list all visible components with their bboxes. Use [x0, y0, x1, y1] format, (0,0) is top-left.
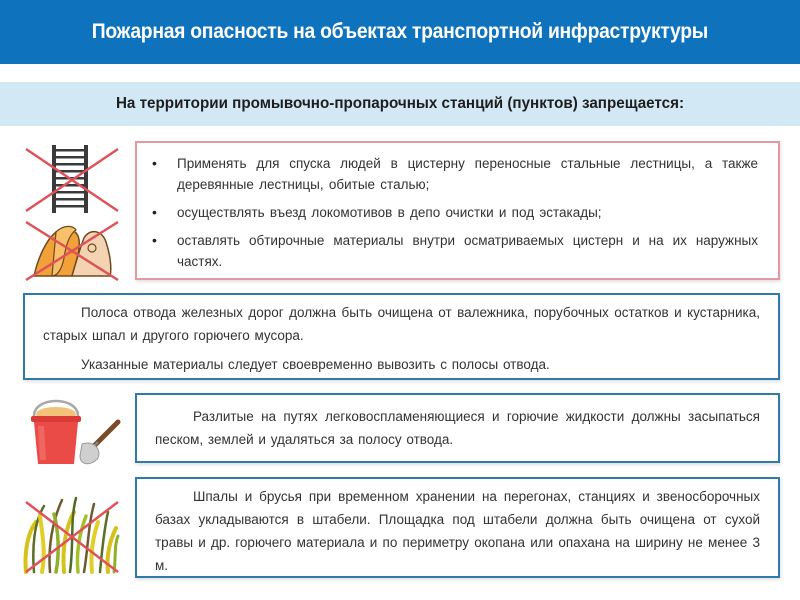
section-subheader: [0, 82, 800, 126]
crossed-dry-grass-icon: [18, 492, 124, 576]
right-of-way-box: [23, 293, 780, 380]
spill-paragraph: Разлитые на путях легковоспламеняющиеся и горючие жидкости должны засыпаться песком, землей и удаляться за полосу отвода.: [155, 409, 760, 447]
page-title: Пожарная опасность на объектах транспортной инфраструктуры: [91, 20, 709, 43]
right-of-way-paragraph: Указанные материалы следует своевременно вывозить с полосы отвода.: [81, 357, 550, 372]
list-item: • оставлять обтирочные материалы внутри осматриваемых цистерн и на их наружных частях.: [137, 230, 758, 272]
crossed-rags-icon: [22, 218, 122, 282]
sleepers-paragraph: Шпалы и брусья при временном хранении на перегонах, станциях и звеносборочных базах укладываются в штабели. Площадка под штабели должна быть очищена от сухой травы и др. горючего материала и по периметру окопана или опахана на ширину не менее 3 м.: [155, 489, 760, 573]
sand-bucket-and-trowel-icon: [22, 396, 128, 468]
crossed-ladder-icon: [22, 143, 122, 215]
prohibited-actions-box: [135, 141, 780, 280]
prohibited-actions-list: [137, 153, 758, 272]
spill-box: [135, 393, 780, 463]
right-of-way-paragraph: Полоса отвода железных дорог должна быть очищена от валежника, порубочных остатков и кустарника, старых шпал и другого горючего мусора.: [43, 305, 760, 343]
header-banner: [0, 0, 800, 64]
list-item: • осуществлять въезд локомотивов в депо очистки и под эстакады;: [137, 202, 758, 223]
sleepers-storage-box: [135, 477, 780, 578]
subheader-title: На территории промывочно-пропарочных станций (пунктов) запрещается:: [115, 95, 685, 112]
list-item: • Применять для спуска людей в цистерну переносные стальные лестницы, а также деревянные лестницы, обитые сталью;: [137, 153, 758, 195]
